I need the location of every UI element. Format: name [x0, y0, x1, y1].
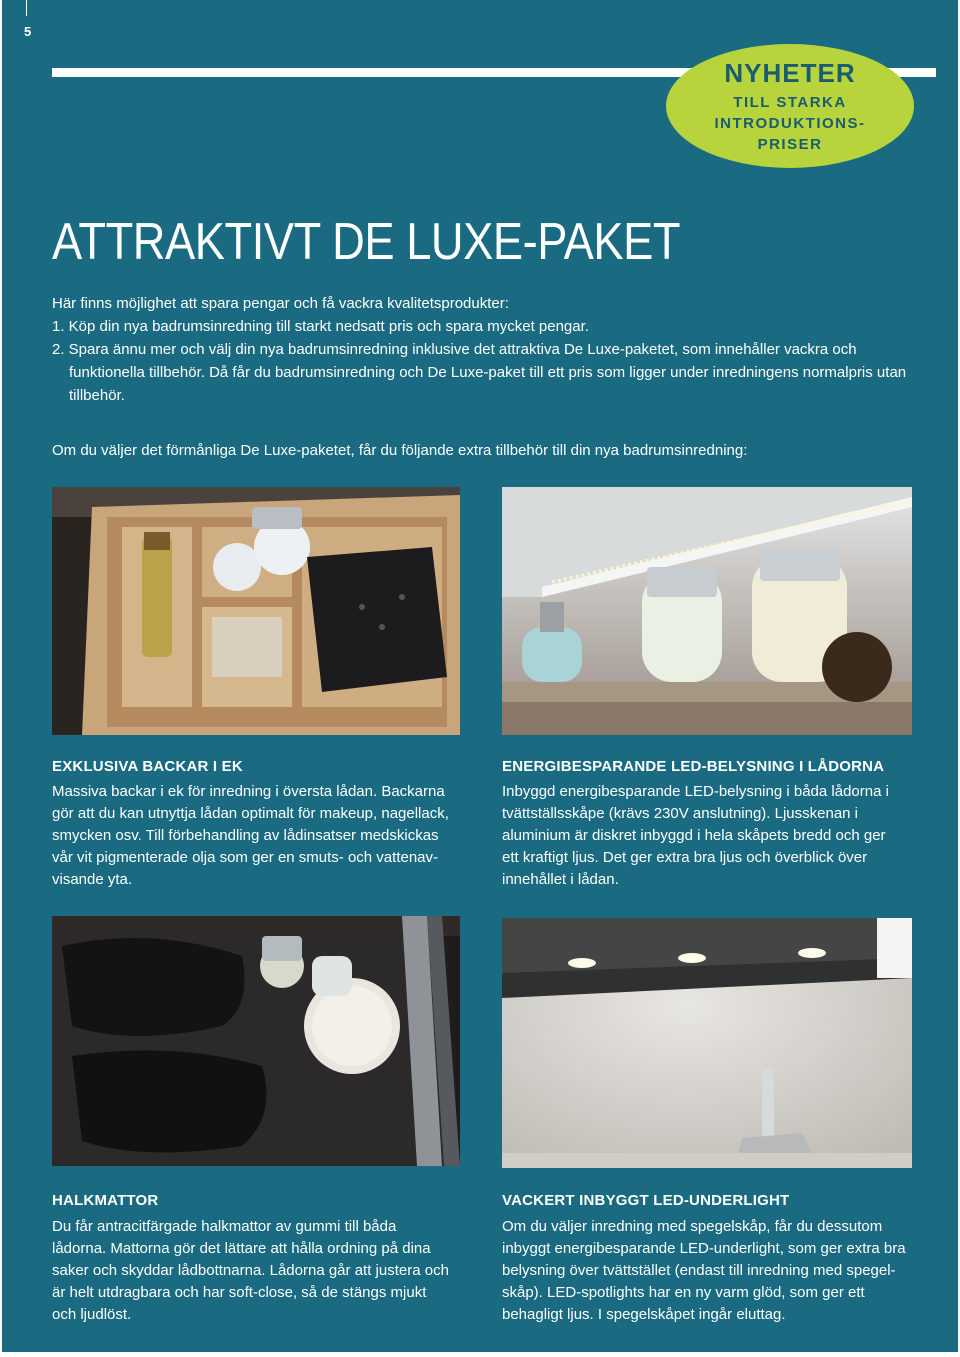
feature-4-text: Om du väljer inredning med spegelskåp, får du dessutom inbyggt energibesparande LED-underlight, som ger extra bra belysning över tvättstället (endast till inredning med spegel-skåp). LED-spotlights har en ny varm glöd, som ger ett behagligt ljus. I spegelskåpet ingår eluttag. [502, 1218, 906, 1323]
feature-1-title: EXKLUSIVA BACKAR I EK [52, 758, 243, 775]
badge-line-3: PRISER [757, 136, 823, 153]
feature-4-title: VACKERT INBYGGT LED-UNDERLIGHT [502, 1192, 790, 1209]
feature-3-title: HALKMATTOR [52, 1192, 159, 1209]
feature-2-title: ENERGIBESPARANDE LED-BELYSNING I LÅDORNA [502, 758, 885, 775]
oak-drawer-photo [52, 487, 460, 735]
page-title: ATTRAKTIVT DE LUXE-PAKET [52, 213, 681, 271]
page-number: 5 [24, 24, 32, 39]
feature-3-text: Du får antracitfärgade halkmattor av gummi till båda lådorna. Mattorna gör det lättare att hålla ordning på dina saker och skyddar lådbottnarna. Lådorna går att justera och är helt utdragbara och har soft-close, så de stängs mjukt och ljudlöst. [52, 1218, 449, 1323]
intro-item-1: 1. Köp din nya badrumsinredning till starkt nedsatt pris och spara mycket pengar. [52, 318, 589, 335]
badge-subtitle [666, 92, 914, 155]
news-badge [666, 44, 914, 168]
anti-slip-mat-photo [52, 916, 460, 1166]
badge-line-2: INTRODUKTIONS- [714, 115, 866, 132]
intro-text [52, 292, 932, 407]
led-underlight-photo [502, 918, 912, 1168]
intro-item-2: 2. Spara ännu mer och välj din nya badrumsinredning inklusive det attraktiva De Luxe-paketet, som innehåller vackra och funktionella tillbehör. Då får du badrumsinredning och De Luxe-paket till ett pris som ligger under inredningens normalpris utan tillbehör. [52, 341, 907, 404]
lead-text: Om du väljer det förmånliga De Luxe-paketet, får du följande extra tillbehör till din nya badrumsinredning: [52, 442, 748, 459]
led-drawer-photo [502, 487, 912, 735]
badge-title: NYHETER [724, 58, 856, 88]
badge-line-1: TILL STARKA [733, 94, 847, 111]
feature-1-text: Massiva backar i ek för inredning i översta lådan. Backarna gör att du kan utnyttja lådan optimalt för makeup, nagellack, smycken osv. Till förbehandling av lådinsatser medskickas vår vit pigmenterade olja som ger en smuts- och vattenav-visande yta. [52, 783, 449, 888]
feature-2-text: Inbyggd energibesparande LED-belysning i båda lådorna i tvättställsskåpe (krävs 230V anslutning). Ljusskenan i aluminium är diskret inbyggd i hela skåpets bredd och ger ett kraftigt ljus. Det ger extra bra ljus och överblick över innehållet i lådan. [502, 783, 889, 888]
intro-line: Här finns möjlighet att spara pengar och få vackra kvalitetsprodukter: [52, 295, 509, 312]
crop-mark-vertical [26, 0, 27, 16]
